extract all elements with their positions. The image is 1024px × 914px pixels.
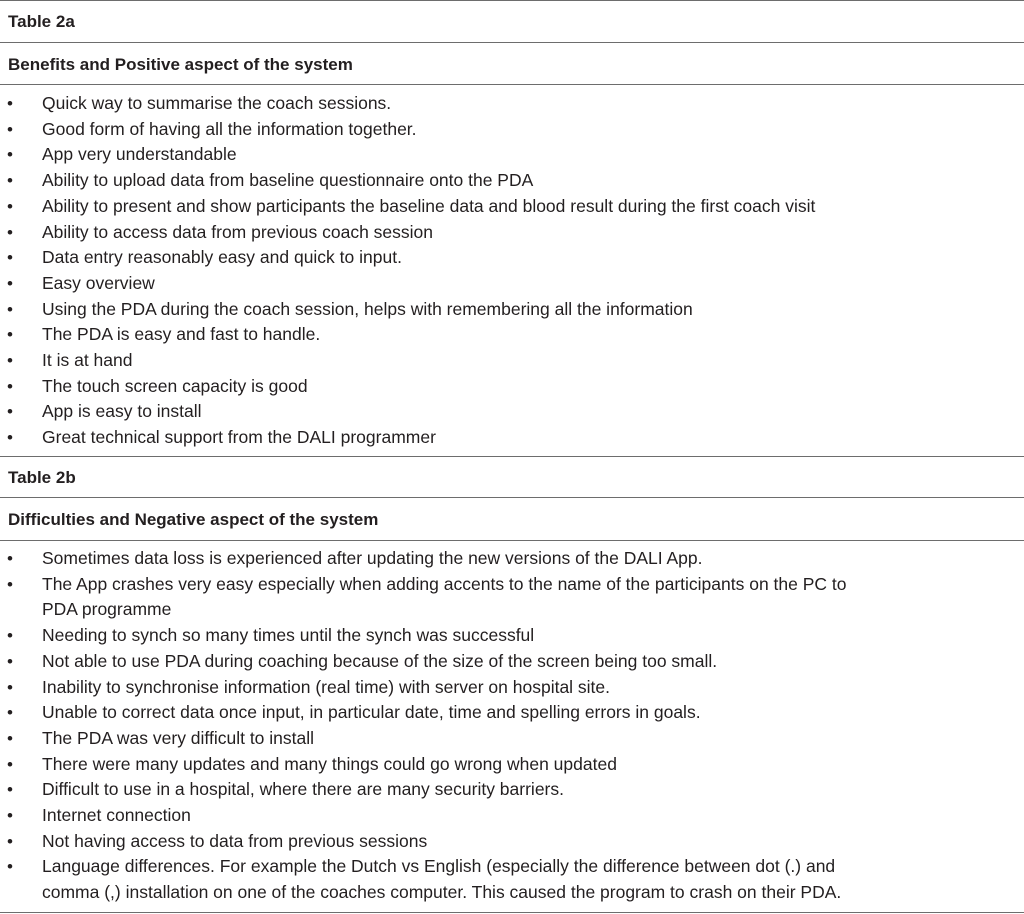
list-item-text: There were many updates and many things could go wrong when updated bbox=[42, 753, 617, 774]
bullet-icon: • bbox=[7, 222, 13, 242]
bullet-icon: • bbox=[7, 626, 13, 646]
bullet-icon: • bbox=[7, 574, 13, 594]
list-item bbox=[0, 399, 1024, 425]
bullet-icon: • bbox=[7, 248, 13, 268]
rule-bottom bbox=[0, 912, 1024, 913]
list-item-text: It is at hand bbox=[42, 350, 133, 371]
list-item bbox=[0, 425, 1024, 451]
list-item-text: Ability to access data from previous coach session bbox=[42, 221, 434, 242]
list-item bbox=[0, 220, 1024, 246]
rule-top bbox=[0, 0, 1024, 1]
list-item-text: Unable to correct data once input, in particular date, time and spelling errors in goals. bbox=[42, 702, 701, 723]
list-item bbox=[0, 168, 1024, 194]
list-item bbox=[0, 322, 1024, 348]
list-item bbox=[0, 572, 1024, 623]
list-item bbox=[0, 675, 1024, 701]
bullet-icon: • bbox=[7, 780, 13, 800]
list-item-text: Needing to synch so many times until the synch was successful bbox=[42, 625, 535, 646]
bullet-icon: • bbox=[7, 428, 13, 448]
bullet-icon: • bbox=[7, 351, 13, 371]
bullet-icon: • bbox=[7, 703, 13, 723]
difficulties-list bbox=[0, 546, 1024, 906]
list-item bbox=[0, 348, 1024, 374]
bullet-icon: • bbox=[7, 273, 13, 293]
list-item bbox=[0, 726, 1024, 752]
list-item-text: Using the PDA during the coach session, helps with remembering all the information bbox=[42, 298, 693, 319]
list-item bbox=[0, 803, 1024, 829]
list-item-text: The PDA is easy and fast to handle. bbox=[42, 324, 321, 345]
bullet-icon: • bbox=[7, 651, 13, 671]
list-item bbox=[0, 142, 1024, 168]
rule-2a-heading bbox=[0, 84, 1024, 85]
list-item-text: Not having access to data from previous sessions bbox=[42, 830, 428, 851]
bullet-icon: • bbox=[7, 728, 13, 748]
bullet-icon: • bbox=[7, 754, 13, 774]
list-item bbox=[0, 623, 1024, 649]
table-2a-heading: Benefits and Positive aspect of the system bbox=[8, 55, 353, 74]
bullet-icon: • bbox=[7, 196, 13, 216]
list-item-text: Easy overview bbox=[42, 272, 155, 293]
rule-2b-label bbox=[0, 497, 1024, 498]
bullet-icon: • bbox=[7, 94, 13, 113]
list-item bbox=[0, 649, 1024, 675]
list-item bbox=[0, 297, 1024, 323]
list-item bbox=[0, 700, 1024, 726]
list-item-text: Not able to use PDA during coaching because of the size of the screen being too small. bbox=[42, 650, 718, 671]
list-item bbox=[0, 194, 1024, 220]
bullet-icon: • bbox=[7, 402, 13, 422]
list-item-text: Good form of having all the information together. bbox=[42, 118, 417, 139]
list-item bbox=[0, 91, 1024, 117]
bullet-icon: • bbox=[7, 145, 13, 165]
bullet-icon: • bbox=[7, 677, 13, 697]
rule-2b-heading bbox=[0, 540, 1024, 541]
bullet-icon: • bbox=[7, 171, 13, 191]
benefits-list bbox=[0, 91, 1024, 451]
bullet-icon: • bbox=[7, 857, 13, 877]
list-item bbox=[0, 245, 1024, 271]
list-item bbox=[0, 117, 1024, 143]
list-item-text: Sometimes data loss is experienced after updating the new versions of the DALI App. bbox=[42, 548, 703, 568]
list-item-text: Great technical support from the DALI programmer bbox=[42, 427, 436, 448]
list-item bbox=[0, 271, 1024, 297]
bullet-icon: • bbox=[7, 299, 13, 319]
bullet-icon: • bbox=[7, 831, 13, 851]
list-item-text: Ability to upload data from baseline questionnaire onto the PDA bbox=[42, 170, 534, 191]
list-item-text: Internet connection bbox=[42, 805, 191, 826]
table-2b-heading: Difficulties and Negative aspect of the system bbox=[8, 510, 379, 529]
list-item-text: The touch screen capacity is good bbox=[42, 375, 308, 396]
rule-2a-end bbox=[0, 456, 1024, 457]
list-item-text: The App crashes very easy especially when adding accents to the name of the participants on the PC to PDA programme bbox=[42, 573, 847, 620]
list-item bbox=[0, 546, 1024, 572]
list-item-text: Ability to present and show participants the baseline data and blood result during the first coach visit bbox=[42, 195, 816, 216]
list-item-text: Quick way to summarise the coach sessions. bbox=[42, 93, 392, 113]
list-item-text: The PDA was very difficult to install bbox=[42, 727, 315, 748]
bullet-icon: • bbox=[7, 119, 13, 139]
list-item bbox=[0, 829, 1024, 855]
list-item-text: Inability to synchronise information (real time) with server on hospital site. bbox=[42, 676, 611, 697]
rule-2a-label bbox=[0, 42, 1024, 43]
list-item-text: Data entry reasonably easy and quick to input. bbox=[42, 247, 402, 268]
list-item-text: App is easy to install bbox=[42, 401, 202, 422]
list-item bbox=[0, 777, 1024, 803]
list-item bbox=[0, 374, 1024, 400]
list-item bbox=[0, 752, 1024, 778]
bullet-icon: • bbox=[7, 806, 13, 826]
bullet-icon: • bbox=[7, 549, 13, 568]
list-item-text: Difficult to use in a hospital, where there are many security barriers. bbox=[42, 779, 564, 800]
list-item-text: Language differences. For example the Dutch vs English (especially the difference between dot (.) and comma (,) installation on one of the coaches computer. This caused the program to crash on their PDA. bbox=[42, 856, 842, 903]
table-2a-label: Table 2a bbox=[8, 12, 75, 31]
table-2b-label: Table 2b bbox=[8, 468, 76, 487]
list-item-text: App very understandable bbox=[42, 144, 237, 165]
bullet-icon: • bbox=[7, 325, 13, 345]
list-item bbox=[0, 854, 1024, 905]
bullet-icon: • bbox=[7, 376, 13, 396]
